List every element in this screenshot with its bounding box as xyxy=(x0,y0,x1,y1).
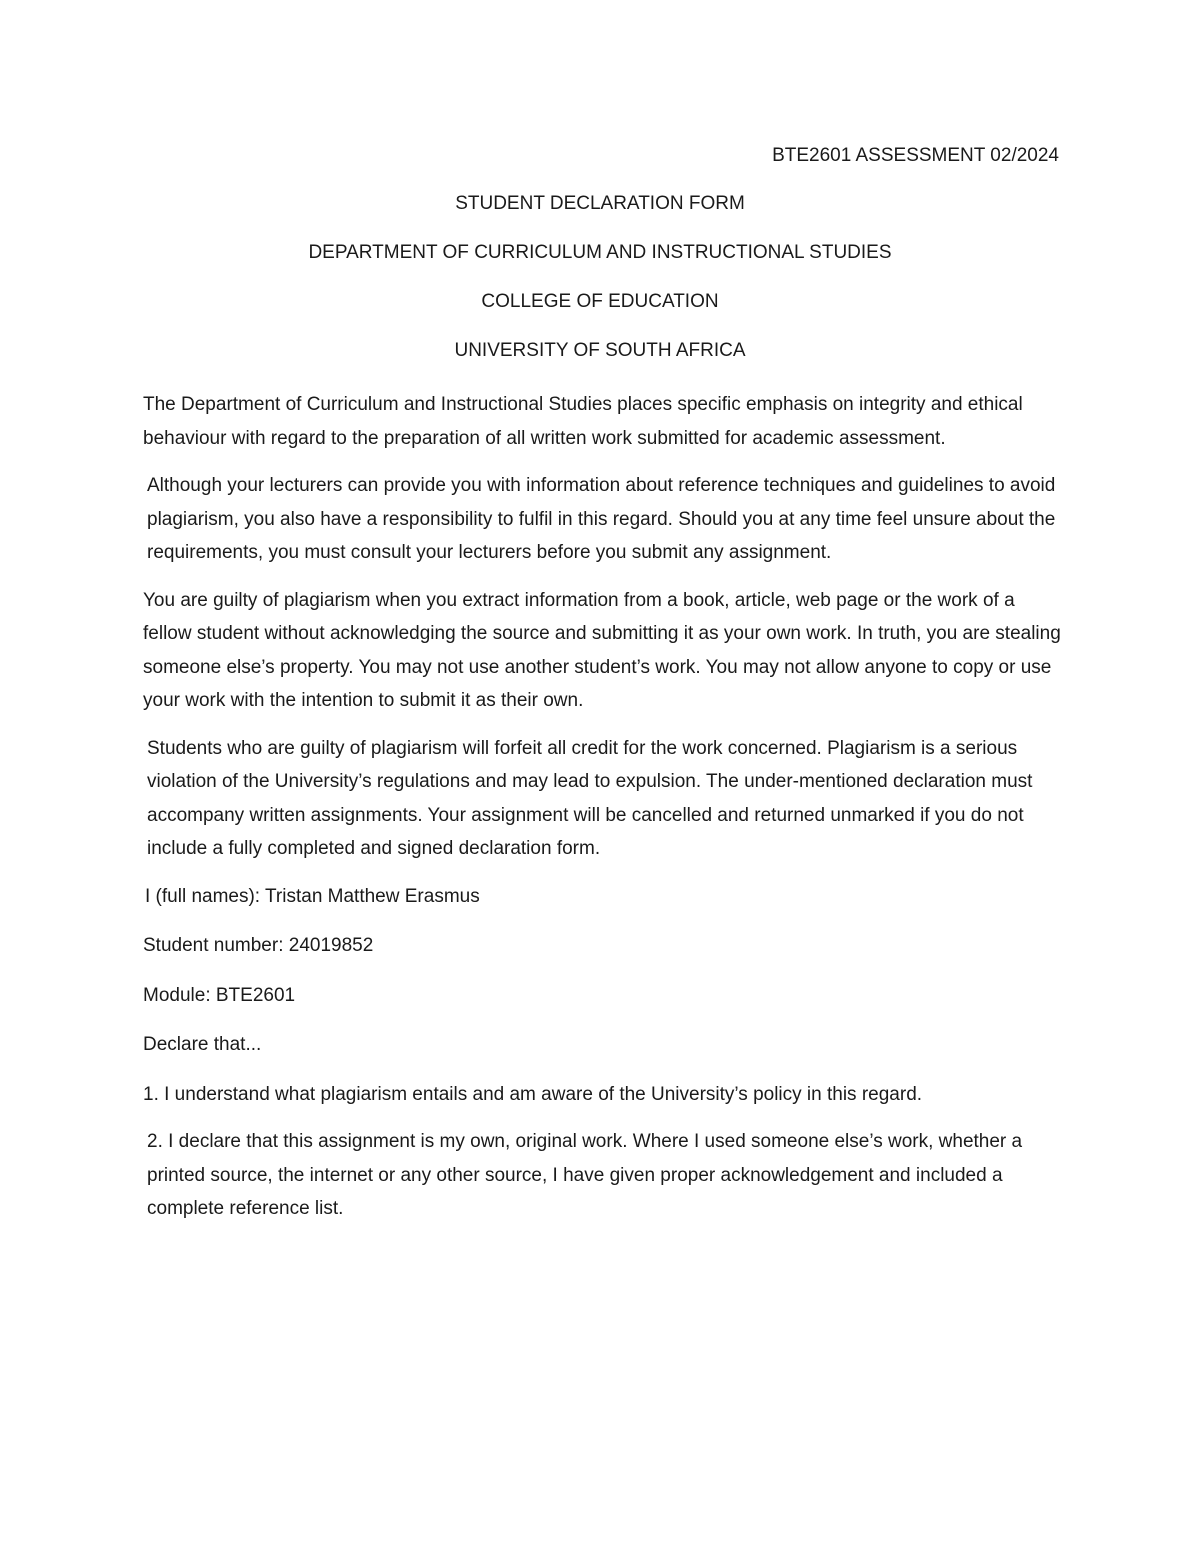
form-title: STUDENT DECLARATION FORM xyxy=(455,193,745,214)
student-number-field: Student number: 24019852 xyxy=(143,935,374,956)
declaration-item: 1. I understand what plagiarism entails and am aware of the University’s policy in this regard. xyxy=(143,1083,923,1105)
college-title: COLLEGE OF EDUCATION xyxy=(481,291,719,312)
consequences-paragraph: Students who are guilty of plagiarism will forfeit all credit for the work concerned. Plagiarism is a serious violation of the University’s regulations and may lead to expulsion. The under-mentioned declaration must accompany written assignments. Your assignment will be cancelled and returned unmarked if you do not include a fully completed and signed declaration form. xyxy=(147,737,1033,859)
document-body xyxy=(143,388,1063,1240)
department-title: DEPARTMENT OF CURRICULUM AND INSTRUCTIONAL STUDIES xyxy=(308,242,892,263)
declare-heading: Declare that... xyxy=(143,1034,262,1055)
responsibility-paragraph: Although your lecturers can provide you with information about reference techniques and guidelines to avoid plagiarism, you also have a responsibility to fulfil in this regard. Should you at any time feel unsure about the requirements, you must consult your lecturers before you submit any assignment. xyxy=(147,475,1056,563)
university-title: UNIVERSITY OF SOUTH AFRICA xyxy=(454,340,746,361)
intro-paragraph: The Department of Curriculum and Instructional Studies places specific emphasis on integrity and ethical behaviour with regard to the preparation of all written work submitted for academic assessment. xyxy=(143,394,1023,449)
declaration-item: 2. I declare that this assignment is my own, original work. Where I used someone else’s work, whether a printed source, the internet or any other source, I have given proper acknowledgement and included a complete reference list. xyxy=(147,1131,1023,1219)
assessment-code: BTE2601 ASSESSMENT 02/2024 xyxy=(772,145,1059,166)
full-names-field: I (full names): Tristan Matthew Erasmus xyxy=(145,885,480,907)
plagiarism-definition-paragraph: You are guilty of plagiarism when you extract information from a book, article, web page or the work of a fellow student without acknowledging the source and submitting it as your own work. In truth, you are stealing someone else’s property. You may not use another student’s work. You may not allow anyone to copy or use your work with the intention to submit it as their own. xyxy=(143,589,1061,711)
module-field: Module: BTE2601 xyxy=(143,984,296,1006)
title-block xyxy=(0,190,1200,386)
